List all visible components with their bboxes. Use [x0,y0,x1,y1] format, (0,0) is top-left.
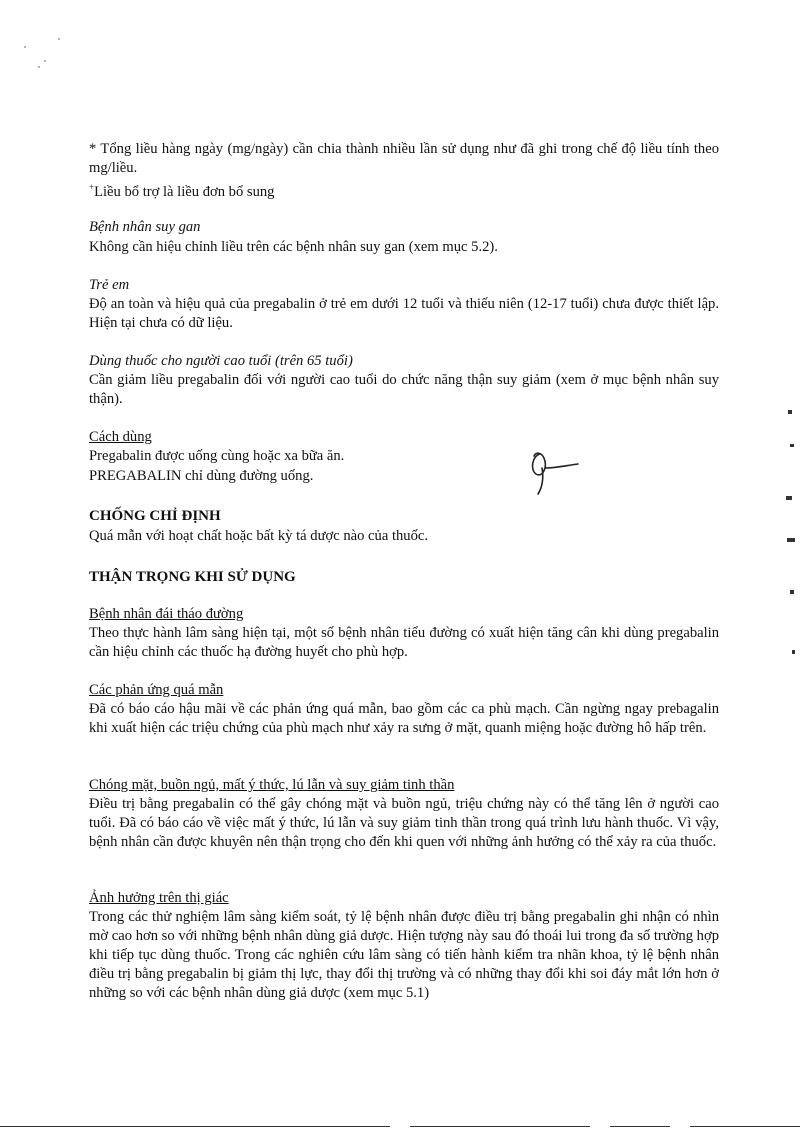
precaution-heading-hypersensitivity: Các phản ứng quá mẫn [89,682,224,698]
usage-line-1: Pregabalin được uống cùng hoặc xa bữa ăn. [89,448,345,464]
precaution-heading-diabetes: Bệnh nhân đái tháo đường [89,606,244,622]
scan-speck [38,66,40,68]
precaution-body-hypersensitivity: Đã có báo cáo hậu mãi về các phản ứng quá mẫn, bao gồm các ca phù mạch. Cần ngừng ngay prebagalin khi xuất hiện các triệu chứng của phù mạch như xảy ra sưng ở mặt, quanh miệng hoặc đường hô hấp trên. [89,701,719,736]
supplement-note: +Liều bổ trợ là liều đơn bổ sung [89,182,275,200]
scan-edge-mark [790,444,794,447]
section-heading-usage: Cách dùng [89,429,152,445]
section-heading-elderly: Dùng thuốc cho người cao tuổi (trên 65 tuổi) [89,353,353,369]
usage-line-2: PREGABALIN chỉ dùng đường uống. [89,468,314,484]
heading-contraindications: CHỐNG CHỈ ĐỊNH [89,508,221,524]
contraindications-body: Quá mẫn với hoạt chất hoặc bất kỳ tá dược nào của thuốc. [89,528,429,544]
footer-rule [690,1126,800,1127]
precaution-body-diabetes: Theo thực hành lâm sàng hiện tại, một số bệnh nhân tiểu đường có xuất hiện tăng cân khi dùng pregabalin cần hiệu chỉnh các thuốc hạ đường huyết cho phù hợp. [89,625,719,660]
heading-precautions: THẬN TRỌNG KHI SỬ DỤNG [89,569,296,585]
section-body-children: Độ an toàn và hiệu quả của pregabalin ở trẻ em dưới 12 tuổi và thiếu niên (12-17 tuổi) chưa được thiết lập. Hiện tại chưa có dữ liệu. [89,296,719,331]
dose-note: * Tổng liều hàng ngày (mg/ngày) cần chia thành nhiều lần sử dụng như đã ghi trong chế độ liều tính theo mg/liều. [89,141,719,176]
precaution-heading-vision: Ảnh hưởng trên thị giác [89,890,229,906]
precaution-heading-dizziness: Chóng mặt, buồn ngủ, mất ý thức, lú lẫn và suy giảm tinh thần [89,777,455,793]
scan-edge-mark [788,410,792,414]
scan-speck [44,60,46,62]
scan-speck [58,38,60,40]
section-heading-liver: Bệnh nhân suy gan [89,219,201,235]
footer-rule [610,1126,670,1127]
section-heading-children: Trẻ em [89,277,130,293]
scan-edge-mark [792,650,795,654]
scan-edge-mark [787,538,795,542]
scan-edge-mark [786,496,792,500]
precaution-body-vision: Trong các thử nghiệm lâm sàng kiểm soát, tỷ lệ bệnh nhân được điều trị bằng pregabalin ghi nhận có nhìn mờ cao hơn so với những bệnh nhân dùng giả dược. Hiện tượng này sau đó thoái lui trong đa số trường hợp khi tiếp tục dùng thuốc. Trong các nghiên cứu lâm sàng có tiến hành kiểm tra nhãn khoa, tỷ lệ bệnh nhân điều trị bằng pregabalin bị giảm thị lực, thay đổi thị trường và có những thay đổi khi soi đáy mắt lớn hơn ở những so với các bệnh nhân dùng giả dược (xem mục 5.1) [89,909,719,1001]
scan-speck [24,46,26,48]
section-body-elderly: Cần giảm liều pregabalin đối với người cao tuổi do chức năng thận suy giảm (xem ở mục bệnh nhân suy thận). [89,372,719,407]
scan-edge-mark [790,590,794,594]
precaution-body-dizziness: Điều trị bằng pregabalin có thể gây chóng mặt và buồn ngủ, triệu chứng này có thể tăng lên ở người cao tuổi. Đã có báo cáo về việc mất ý thức, lú lẫn và suy giảm tinh thần trong quá trình lưu hành thuốc. Vì vậy, bệnh nhân cần được khuyên nên thận trọng cho đến khi quen với những ảnh hưởng có thể xảy ra của thuốc. [89,796,719,850]
handwritten-signature [522,446,592,498]
footer-rule [0,1126,390,1127]
footer-rule [410,1126,590,1127]
section-body-liver: Không cần hiệu chỉnh liều trên các bệnh nhân suy gan (xem mục 5.2). [89,239,498,255]
